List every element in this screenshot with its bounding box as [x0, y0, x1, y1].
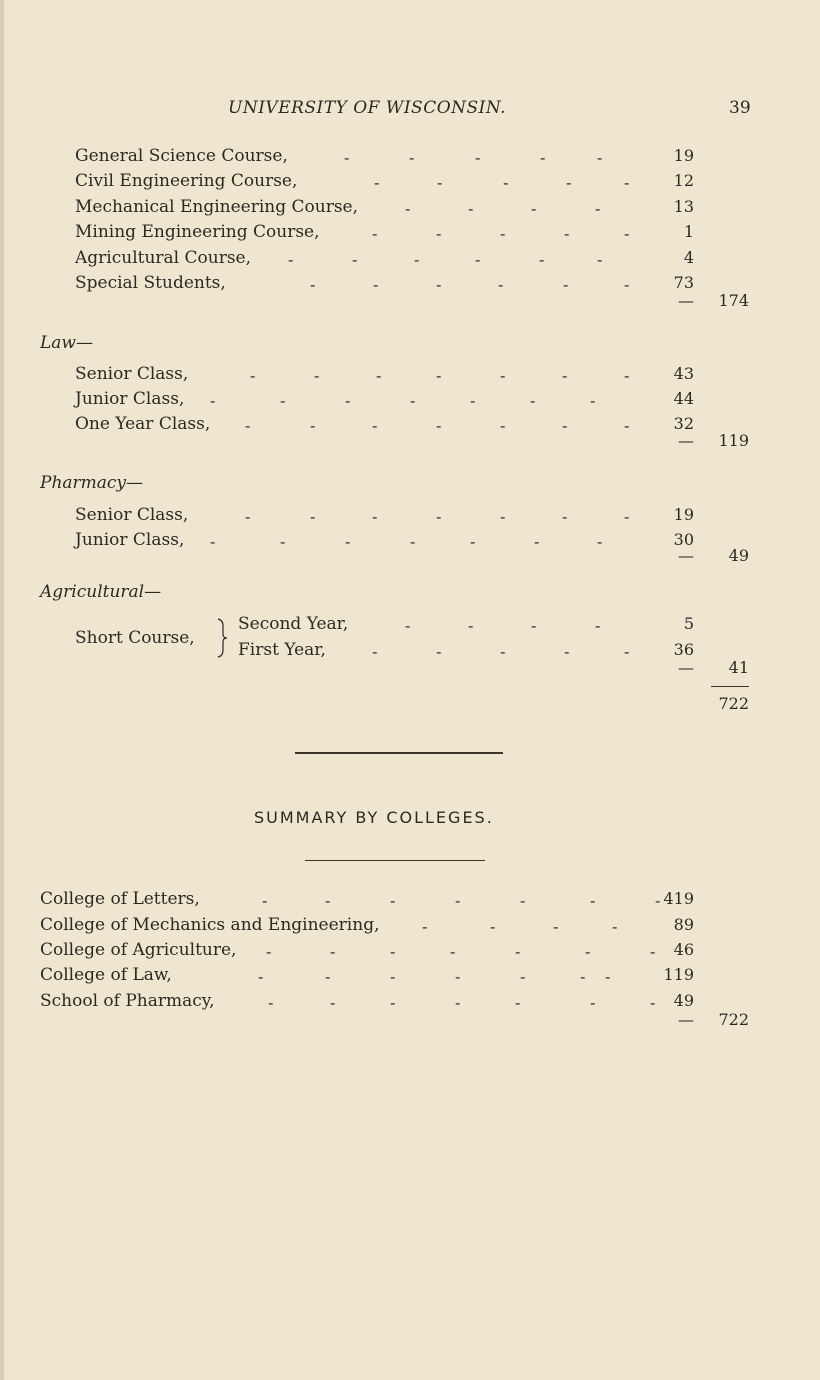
- law-row-label: Senior Class,: [75, 364, 189, 384]
- law-row-count: 44: [673, 389, 694, 408]
- leader-dash: -: [310, 416, 316, 435]
- leader-dash: -: [624, 366, 630, 385]
- leader-dash: -: [624, 173, 630, 192]
- subtotal-dash: —: [678, 431, 694, 450]
- summary-row-count: 49: [673, 991, 694, 1010]
- pharmacy-row-label: Senior Class,: [75, 505, 189, 525]
- leader-dash: -: [563, 275, 569, 294]
- law-row-count: 32: [673, 414, 694, 433]
- leader-dash: -: [534, 532, 540, 551]
- leader-dash: -: [372, 224, 378, 243]
- grand-total: 722: [718, 694, 749, 713]
- course-subtotal: 174: [718, 291, 749, 310]
- course-label: Special Students,: [75, 273, 226, 293]
- leader-dash: -: [372, 642, 378, 661]
- summary-title: SUMMARY BY COLLEGES.: [254, 808, 494, 827]
- leader-dash: -: [500, 366, 506, 385]
- course-label: Mechanical Engineering Course,: [75, 197, 359, 217]
- course-count: 12: [673, 171, 694, 190]
- leader-dash: -: [325, 967, 331, 986]
- leader-dash: -: [624, 416, 630, 435]
- leader-dash: -: [597, 148, 603, 167]
- leader-dash: -: [562, 507, 568, 526]
- leader-dash: -: [436, 224, 442, 243]
- leader-dash: -: [650, 942, 656, 961]
- leader-dash: -: [595, 199, 601, 218]
- leader-dash: -: [422, 917, 428, 936]
- pharmacy-subtotal: 49: [728, 546, 749, 565]
- page-number: 39: [729, 98, 751, 118]
- summary-row-count: 419: [663, 889, 694, 908]
- leader-dash: -: [500, 642, 506, 661]
- leader-dash: -: [268, 993, 274, 1012]
- running-header-title: UNIVERSITY OF WISCONSIN.: [228, 98, 507, 118]
- leader-dash: -: [325, 891, 331, 910]
- leader-dash: -: [390, 942, 396, 961]
- leader-dash: -: [539, 250, 545, 269]
- leader-dash: -: [373, 275, 379, 294]
- leader-dash: -: [330, 942, 336, 961]
- pharmacy-row-count: 19: [673, 505, 694, 524]
- course-count: 4: [683, 248, 694, 267]
- summary-row-label: College of Mechanics and Engineering,: [40, 915, 380, 935]
- leader-dash: -: [288, 250, 294, 269]
- leader-dash: -: [564, 224, 570, 243]
- leader-dash: -: [624, 224, 630, 243]
- leader-dash: -: [540, 148, 546, 167]
- leader-dash: -: [436, 275, 442, 294]
- subtotal-dash: —: [678, 1010, 694, 1029]
- law-subtotal: 119: [718, 431, 749, 450]
- course-count: 1: [683, 222, 694, 241]
- course-count: 19: [673, 146, 694, 165]
- leader-dash: -: [562, 366, 568, 385]
- leader-dash: -: [390, 993, 396, 1012]
- section-divider: [295, 752, 503, 754]
- summary-row-label: College of Law,: [40, 965, 172, 985]
- leader-dash: -: [590, 891, 596, 910]
- leader-dash: -: [624, 275, 630, 294]
- course-label: Mining Engineering Course,: [75, 222, 320, 242]
- leader-dash: -: [436, 366, 442, 385]
- leader-dash: -: [553, 917, 559, 936]
- leader-dash: -: [531, 616, 537, 635]
- course-count: 73: [673, 273, 694, 292]
- leader-dash: -: [455, 993, 461, 1012]
- leader-dash: -: [390, 967, 396, 986]
- leader-dash: -: [590, 391, 596, 410]
- leader-dash: -: [210, 391, 216, 410]
- leader-dash: -: [500, 224, 506, 243]
- leader-dash: -: [436, 507, 442, 526]
- leader-dash: -: [490, 917, 496, 936]
- leader-dash: -: [498, 275, 504, 294]
- summary-row-count: 119: [663, 965, 694, 984]
- leader-dash: -: [585, 942, 591, 961]
- summary-row-label: School of Pharmacy,: [40, 991, 215, 1011]
- leader-dash: -: [475, 148, 481, 167]
- course-count: 13: [673, 197, 694, 216]
- leader-dash: -: [262, 891, 268, 910]
- leader-dash: -: [530, 391, 536, 410]
- leader-dash: -: [475, 250, 481, 269]
- leader-dash: -: [436, 642, 442, 661]
- summary-divider: [305, 860, 485, 861]
- summary-total: 722: [718, 1010, 749, 1029]
- leader-dash: -: [437, 173, 443, 192]
- law-row-label: One Year Class,: [75, 414, 211, 434]
- leader-dash: -: [455, 891, 461, 910]
- leader-dash: -: [655, 891, 661, 910]
- leader-dash: -: [410, 391, 416, 410]
- leader-dash: -: [566, 173, 572, 192]
- leader-dash: -: [515, 942, 521, 961]
- leader-dash: -: [564, 642, 570, 661]
- summary-row-count: 89: [673, 915, 694, 934]
- leader-dash: -: [405, 616, 411, 635]
- agri-row-label: First Year,: [238, 640, 326, 660]
- leader-dash: -: [612, 917, 618, 936]
- agri-row-count: 36: [673, 640, 694, 659]
- leader-dash: -: [500, 416, 506, 435]
- section-heading-law: Law—: [40, 333, 93, 353]
- total-rule: [711, 686, 749, 687]
- leader-dash: -: [314, 366, 320, 385]
- leader-dash: -: [650, 993, 656, 1012]
- leader-dash: -: [605, 967, 611, 986]
- subtotal-dash: —: [678, 658, 694, 677]
- leader-dash: -: [468, 616, 474, 635]
- leader-dash: -: [210, 532, 216, 551]
- law-row-label: Junior Class,: [75, 389, 185, 409]
- law-row-count: 43: [673, 364, 694, 383]
- leader-dash: -: [455, 967, 461, 986]
- course-label: General Science Course,: [75, 146, 288, 166]
- leader-dash: -: [376, 366, 382, 385]
- leader-dash: -: [405, 199, 411, 218]
- leader-dash: -: [345, 391, 351, 410]
- leader-dash: -: [390, 891, 396, 910]
- pharmacy-row-label: Junior Class,: [75, 530, 185, 550]
- leader-dash: -: [414, 250, 420, 269]
- leader-dash: -: [310, 507, 316, 526]
- leader-dash: -: [280, 532, 286, 551]
- leader-dash: -: [468, 199, 474, 218]
- subtotal-dash: —: [678, 291, 694, 310]
- leader-dash: -: [450, 942, 456, 961]
- leader-dash: -: [372, 416, 378, 435]
- leader-dash: -: [470, 532, 476, 551]
- leader-dash: -: [597, 250, 603, 269]
- leader-dash: -: [250, 366, 256, 385]
- brace-icon: [216, 618, 228, 658]
- summary-row-count: 46: [673, 940, 694, 959]
- leader-dash: -: [280, 391, 286, 410]
- leader-dash: -: [245, 416, 251, 435]
- leader-dash: -: [595, 616, 601, 635]
- leader-dash: -: [409, 148, 415, 167]
- agri-subtotal: 41: [728, 658, 749, 677]
- leader-dash: -: [352, 250, 358, 269]
- subtotal-dash: —: [678, 546, 694, 565]
- pharmacy-row-count: 30: [673, 530, 694, 549]
- leader-dash: -: [344, 148, 350, 167]
- leader-dash: -: [330, 993, 336, 1012]
- leader-dash: -: [410, 532, 416, 551]
- leader-dash: -: [500, 507, 506, 526]
- leader-dash: -: [266, 942, 272, 961]
- short-course-label: Short Course,: [75, 628, 195, 648]
- leader-dash: -: [515, 993, 521, 1012]
- leader-dash: -: [245, 507, 251, 526]
- summary-row-label: College of Letters,: [40, 889, 200, 909]
- section-heading-pharmacy: Pharmacy—: [40, 473, 144, 493]
- leader-dash: -: [580, 967, 586, 986]
- leader-dash: -: [597, 532, 603, 551]
- leader-dash: -: [624, 642, 630, 661]
- leader-dash: -: [503, 173, 509, 192]
- section-heading-agricultural: Agricultural—: [40, 582, 162, 602]
- leader-dash: -: [520, 967, 526, 986]
- summary-row-label: College of Agriculture,: [40, 940, 237, 960]
- leader-dash: -: [374, 173, 380, 192]
- leader-dash: -: [258, 967, 264, 986]
- leader-dash: -: [531, 199, 537, 218]
- leader-dash: -: [470, 391, 476, 410]
- page-edge: [0, 0, 4, 1380]
- leader-dash: -: [345, 532, 351, 551]
- leader-dash: -: [590, 993, 596, 1012]
- agri-row-label: Second Year,: [238, 614, 349, 634]
- leader-dash: -: [562, 416, 568, 435]
- leader-dash: -: [520, 891, 526, 910]
- leader-dash: -: [624, 507, 630, 526]
- leader-dash: -: [436, 416, 442, 435]
- course-label: Agricultural Course,: [75, 248, 252, 268]
- agri-row-count: 5: [683, 614, 694, 633]
- leader-dash: -: [372, 507, 378, 526]
- leader-dash: -: [310, 275, 316, 294]
- course-label: Civil Engineering Course,: [75, 171, 298, 191]
